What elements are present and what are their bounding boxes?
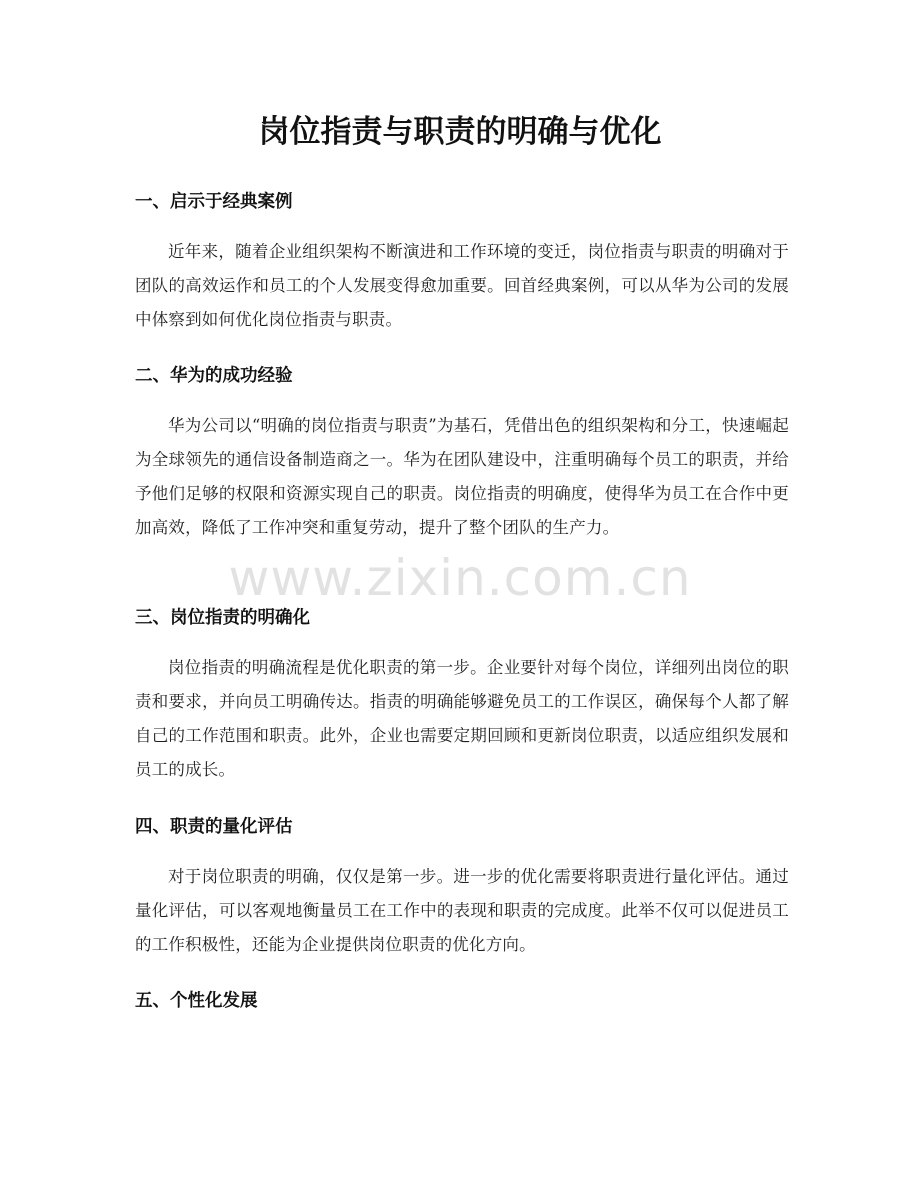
- document-title: 岗位指责与职责的明确与优化: [258, 114, 662, 150]
- section-heading-2: 二、华为的成功经验: [135, 366, 293, 386]
- section-heading-5: 五、个性化发展: [135, 991, 258, 1011]
- section-paragraph-1: 近年来，随着企业组织架构不断演进和工作环境的变迁，岗位指责与职责的明确对于团队的高效运作和员工的个人发展变得愈加重要。回首经典案例，可以从华为公司的发展中体察到如何优化岗位指责与职责。: [135, 242, 789, 329]
- watermark-text: www.zixin.com.cn: [228, 549, 692, 607]
- section-heading-4: 四、职责的量化评估: [135, 817, 293, 837]
- section-heading-3: 三、岗位指责的明确化: [135, 608, 310, 628]
- section-paragraph-2: 华为公司以“明确的岗位指责与职责”为基石，凭借出色的组织架构和分工，快速崛起为全球领先的通信设备制造商之一。华为在团队建设中，注重明确每个员工的职责，并给予他们足够的权限和资源实现自己的职责。岗位指责的明确度，使得华为员工在合作中更加高效，降低了工作冲突和重复劳动，提升了整个团队的生产力。: [135, 416, 789, 537]
- section-paragraph-4: 对于岗位职责的明确，仅仅是第一步。进一步的优化需要将职责进行量化评估。通过量化评估，可以客观地衡量员工在工作中的表现和职责的完成度。此举不仅可以促进员工的工作积极性，还能为企业提供岗位职责的优化方向。: [135, 867, 789, 954]
- section-heading-1: 一、启示于经典案例: [135, 192, 293, 212]
- section-paragraph-3: 岗位指责的明确流程是优化职责的第一步。企业要针对每个岗位，详细列出岗位的职责和要求，并向员工明确传达。指责的明确能够避免员工的工作误区，确保每个人都了解自己的工作范围和职责。此外，企业也需要定期回顾和更新岗位职责，以适应组织发展和员工的成长。: [135, 658, 789, 779]
